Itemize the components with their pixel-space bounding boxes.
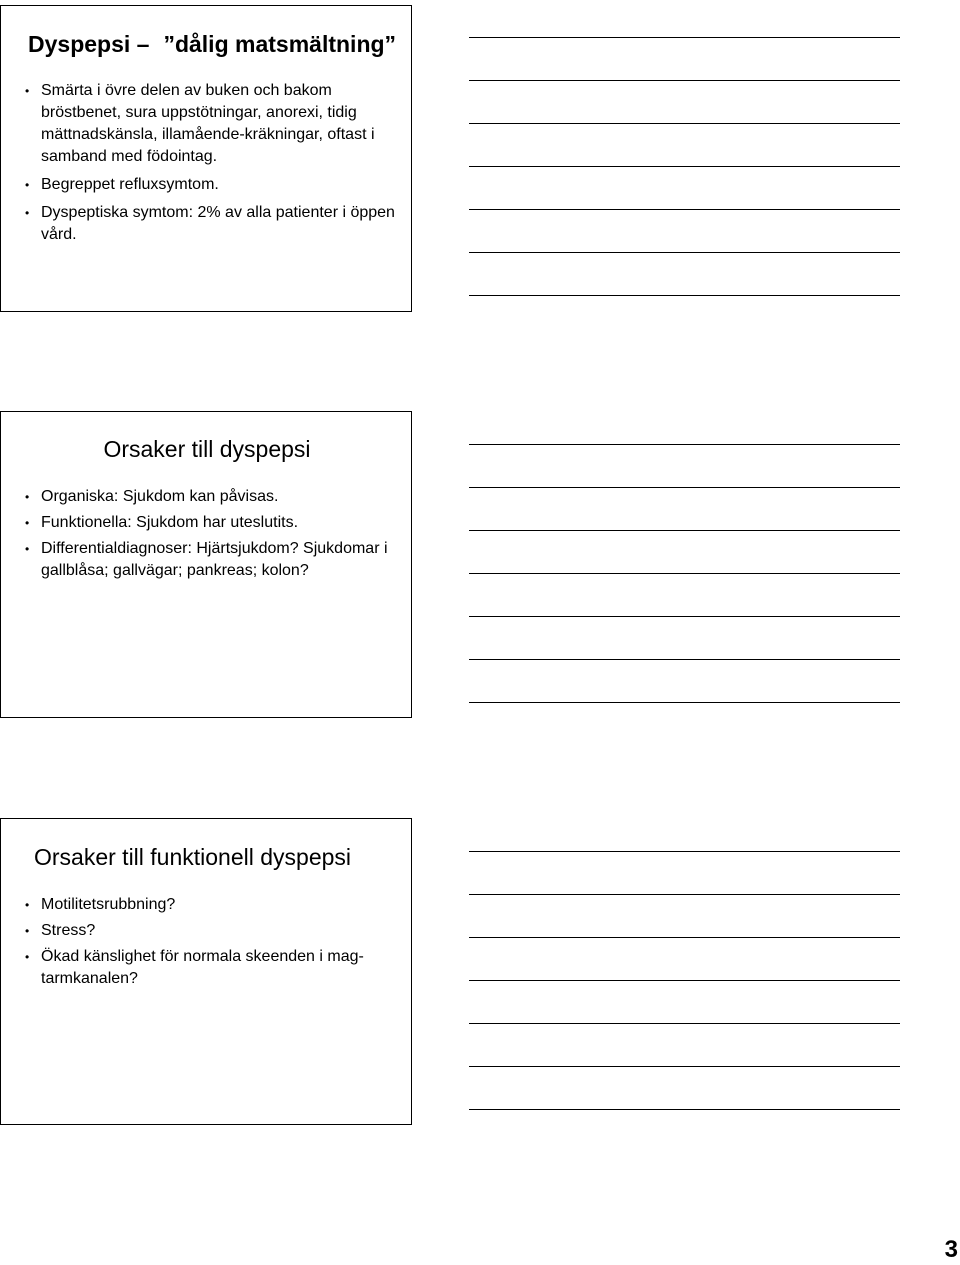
bullet-icon: •: [25, 516, 30, 530]
list-item: • Stress?: [25, 920, 397, 942]
bullet-icon: •: [25, 206, 30, 220]
slide-1: [0, 5, 412, 312]
bullet-icon: •: [25, 490, 30, 504]
slide-title-main: Dyspepsi –: [28, 31, 150, 57]
note-line: [469, 80, 900, 81]
bullet-list: [25, 80, 397, 252]
note-line: [469, 573, 900, 574]
list-item: • Ökad känslighet för normala skeenden i mag-tarmkanalen?: [25, 948, 364, 987]
note-line: [469, 295, 900, 296]
note-line: [469, 659, 900, 660]
list-item: • Organiska: Sjukdom kan påvisas.: [25, 486, 397, 508]
note-line: [469, 209, 900, 210]
note-line: [469, 980, 900, 981]
note-line: [469, 702, 900, 703]
slide-3: [0, 818, 412, 1125]
slide-title: Orsaker till dyspepsi: [103, 436, 311, 462]
bullet-icon: •: [25, 950, 30, 964]
note-line: [469, 851, 900, 852]
list-item: • Motilitetsrubbning?: [25, 894, 397, 916]
bullet-list: [25, 486, 397, 586]
note-line: [469, 1109, 900, 1110]
list-item: • Dyspeptiska symtom: 2% av alla patienter i öppen vård.: [25, 204, 395, 243]
list-item: • Begreppet refluxsymtom.: [25, 174, 397, 196]
list-item: • Funktionella: Sjukdom har uteslutits.: [25, 512, 397, 534]
list-item: • Differentialdiagnoser: Hjärtsjukdom? Sjukdomar i gallblåsa; gallvägar; pankreas; kolon?: [25, 540, 388, 579]
slide-2: [0, 411, 412, 718]
bullet-icon: •: [25, 178, 30, 192]
note-line: [469, 530, 900, 531]
note-line: [469, 252, 900, 253]
note-line: [469, 123, 900, 124]
bullet-icon: •: [25, 84, 30, 98]
bullet-list: [25, 894, 397, 994]
note-line: [469, 1023, 900, 1024]
bullet-icon: •: [25, 898, 30, 912]
note-line: [469, 166, 900, 167]
slide-title-quote: ”dålig matsmältning”: [163, 31, 397, 57]
note-line: [469, 616, 900, 617]
note-line: [469, 444, 900, 445]
note-line: [469, 937, 900, 938]
note-line: [469, 37, 900, 38]
slide-title: Orsaker till funktionell dyspepsi: [34, 844, 352, 870]
note-line: [469, 487, 900, 488]
page-number: 3: [944, 1236, 958, 1263]
list-item: • Smärta i övre delen av buken och bakom bröstbenet, sura uppstötningar, anorexi, tidig mättnadskänsla, illamående-kräkningar, oftast i samband med födointag.: [25, 82, 375, 165]
bullet-icon: •: [25, 542, 30, 556]
slide-title: [28, 30, 396, 58]
bullet-icon: •: [25, 924, 30, 938]
note-line: [469, 894, 900, 895]
note-line: [469, 1066, 900, 1067]
